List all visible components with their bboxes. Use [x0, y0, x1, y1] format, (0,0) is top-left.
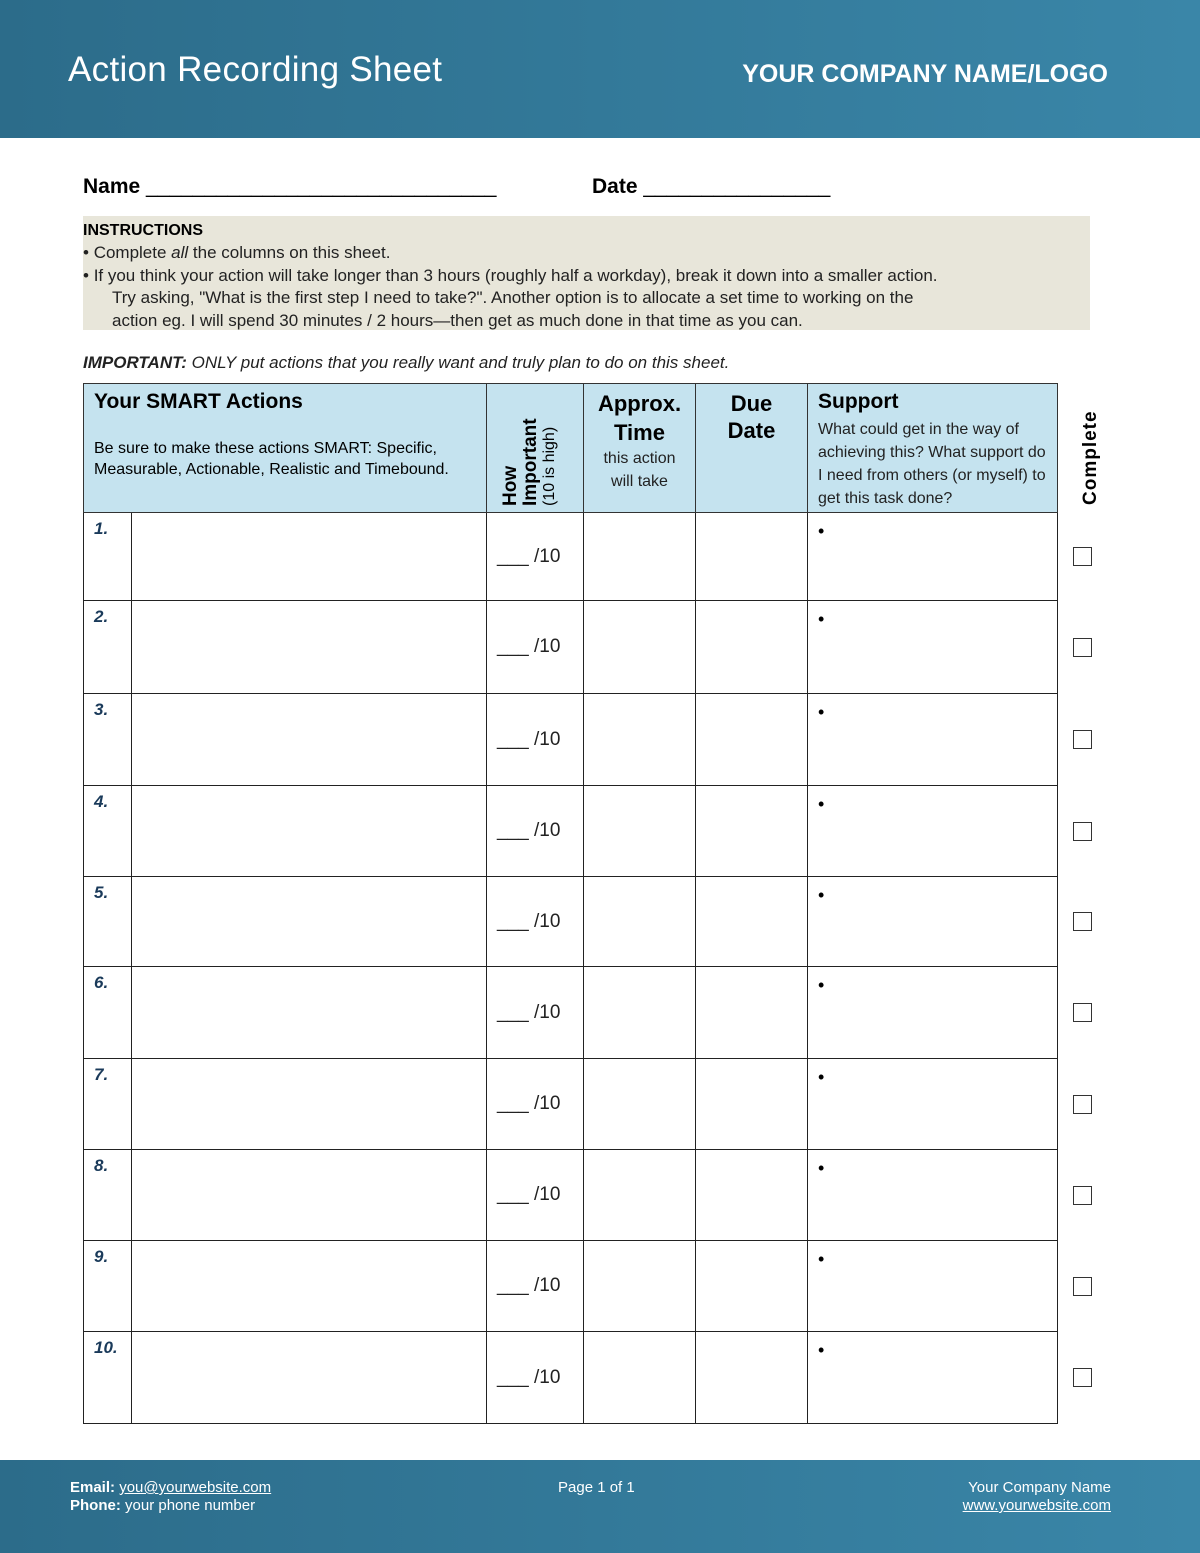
page-number: Page 1 of 1 [558, 1479, 635, 1496]
date-field[interactable] [592, 175, 830, 199]
importance-cell[interactable] [487, 513, 584, 601]
support-bullet: • [818, 702, 825, 722]
name-field[interactable] [83, 175, 496, 199]
row-number: 6. [94, 973, 109, 992]
support-bullet: • [818, 1340, 825, 1360]
row-number: 4. [94, 792, 109, 811]
support-cell[interactable] [808, 786, 1058, 877]
column-header-due-date: Due Date [696, 384, 808, 513]
support-cell[interactable] [808, 1241, 1058, 1332]
action-cell[interactable] [132, 967, 487, 1059]
column-header-approx-time: Approx. Time this action will take [584, 384, 696, 513]
importance-cell[interactable] [487, 1241, 584, 1332]
due-date-cell[interactable] [696, 1150, 808, 1241]
phone-text: your phone number [125, 1497, 256, 1514]
due-date-cell[interactable] [696, 1059, 808, 1150]
importance-header-text: How Important (10 is high) [500, 418, 558, 506]
table-row [84, 601, 1058, 694]
importance-rating: ___ /10 [497, 820, 561, 841]
table-header-row [84, 384, 1058, 513]
support-cell[interactable] [808, 601, 1058, 694]
approx-time-cell[interactable] [584, 1332, 696, 1424]
support-bullet: • [818, 794, 825, 814]
complete-checkbox[interactable] [1073, 912, 1092, 931]
importance-cell[interactable] [487, 967, 584, 1059]
row-number-cell [84, 877, 132, 967]
support-bullet: • [818, 1249, 825, 1269]
table-row [84, 1241, 1058, 1332]
name-label: Name [83, 175, 141, 198]
support-bullet: • [818, 1158, 825, 1178]
due-date-cell[interactable] [696, 694, 808, 786]
action-cell[interactable] [132, 1059, 487, 1150]
date-blank[interactable]: ________________ [643, 175, 831, 198]
important-note [83, 353, 729, 373]
due-date-cell[interactable] [696, 967, 808, 1059]
actions-table [83, 383, 1058, 1424]
importance-rating: ___ /10 [497, 728, 561, 750]
column-header-support: Support What could get in the way of achieving this? What support do I need from others (or myself) to get this task done? [808, 384, 1058, 513]
importance-cell[interactable] [487, 694, 584, 786]
table-row [84, 513, 1058, 601]
support-cell[interactable] [808, 513, 1058, 601]
support-bullet: • [818, 975, 825, 995]
action-cell[interactable] [132, 1150, 487, 1241]
due-date-cell[interactable] [696, 1241, 808, 1332]
row-number-cell [84, 786, 132, 877]
action-cell[interactable] [132, 601, 487, 694]
due-date-cell[interactable] [696, 1332, 808, 1424]
due-date-cell[interactable] [696, 786, 808, 877]
footer-contact: Email: you@yourwebsite.com Phone: your phone number [70, 1479, 272, 1514]
approx-time-cell[interactable] [584, 601, 696, 694]
approx-time-cell[interactable] [584, 694, 696, 786]
column-header-importance [487, 384, 584, 513]
complete-column-label: Complete [1080, 410, 1101, 505]
company-logo-text: YOUR COMPANY NAME/LOGO [742, 60, 1108, 88]
importance-cell[interactable] [487, 877, 584, 967]
document-title: Action Recording Sheet [68, 50, 443, 89]
table-row [84, 1059, 1058, 1150]
importance-rating: ___ /10 [497, 910, 561, 932]
support-cell[interactable] [808, 1332, 1058, 1424]
row-number: 8. [94, 1156, 109, 1175]
complete-checkbox[interactable] [1073, 1368, 1092, 1387]
actions-header-title: Your SMART Actions [94, 390, 303, 413]
table-row [84, 877, 1058, 967]
importance-rating: ___ /10 [497, 1001, 561, 1023]
website-link[interactable]: www.yourwebsite.com [962, 1497, 1111, 1514]
table-row [84, 786, 1058, 877]
action-cell[interactable] [132, 694, 487, 786]
approx-time-cell[interactable] [584, 786, 696, 877]
action-cell[interactable] [132, 786, 487, 877]
instruction-item: • If you think your action will take longer than 3 hours (roughly half a workday), break it down into a smaller action. [83, 265, 938, 285]
row-number-cell [84, 967, 132, 1059]
row-number: 7. [94, 1065, 109, 1084]
approx-time-cell[interactable] [584, 1241, 696, 1332]
action-cell[interactable] [132, 877, 487, 967]
approx-time-cell[interactable] [584, 1059, 696, 1150]
complete-checkbox[interactable] [1073, 1186, 1092, 1205]
important-label: IMPORTANT: [83, 353, 187, 372]
approx-time-cell[interactable] [584, 513, 696, 601]
action-cell[interactable] [132, 1332, 487, 1424]
instructions-title: INSTRUCTIONS [83, 222, 203, 239]
row-number-cell [84, 1332, 132, 1424]
name-blank[interactable]: ______________________________ [146, 175, 497, 198]
due-date-cell[interactable] [696, 601, 808, 694]
importance-cell[interactable] [487, 1150, 584, 1241]
row-number: 10. [94, 1338, 118, 1357]
actions-header-desc: Be sure to make these actions SMART: Specific, Measurable, Actionable, Realistic and Timebound. [94, 440, 449, 478]
importance-rating: ___ /10 [497, 636, 561, 657]
row-number-cell [84, 1150, 132, 1241]
importance-rating: ___ /10 [497, 1366, 561, 1388]
column-header-actions [84, 384, 487, 513]
row-number: 9. [94, 1247, 109, 1266]
important-text: ONLY put actions that you really want and truly plan to do on this sheet. [186, 353, 730, 372]
complete-checkbox[interactable] [1073, 1095, 1092, 1114]
importance-cell[interactable] [487, 1059, 584, 1150]
row-number: 5. [94, 883, 109, 902]
row-number-cell [84, 1059, 132, 1150]
row-number: 2. [94, 607, 109, 626]
instruction-item: • Complete all the columns on this sheet. [83, 243, 391, 262]
row-number: 1. [94, 519, 109, 538]
approx-time-cell[interactable] [584, 967, 696, 1059]
row-number-cell [84, 1241, 132, 1332]
instructions-box [83, 216, 1090, 330]
importance-cell[interactable] [487, 786, 584, 877]
importance-rating: ___ /10 [497, 1093, 561, 1114]
importance-cell[interactable] [487, 1332, 584, 1424]
support-cell[interactable] [808, 1059, 1058, 1150]
table-row [84, 694, 1058, 786]
page-footer [0, 1460, 1200, 1553]
table-row [84, 1150, 1058, 1241]
support-bullet: • [818, 521, 825, 541]
table-row [84, 1332, 1058, 1424]
complete-checkbox[interactable] [1073, 822, 1092, 841]
importance-cell[interactable] [487, 601, 584, 694]
support-bullet: • [818, 1067, 825, 1087]
date-label: Date [592, 175, 638, 198]
due-date-cell[interactable] [696, 513, 808, 601]
row-number-cell [84, 513, 132, 601]
row-number: 3. [94, 700, 109, 719]
support-cell[interactable] [808, 694, 1058, 786]
support-cell[interactable] [808, 1150, 1058, 1241]
email-link[interactable]: you@yourwebsite.com [119, 1479, 272, 1496]
action-cell[interactable] [132, 1241, 487, 1332]
due-date-cell[interactable] [696, 877, 808, 967]
complete-checkbox[interactable] [1073, 1003, 1092, 1022]
importance-rating: ___ /10 [497, 545, 561, 567]
support-cell[interactable] [808, 967, 1058, 1059]
importance-rating: ___ /10 [497, 1184, 561, 1205]
importance-rating: ___ /10 [497, 1275, 561, 1296]
row-number-cell [84, 694, 132, 786]
approx-time-cell[interactable] [584, 1150, 696, 1241]
complete-checkbox[interactable] [1073, 638, 1092, 657]
action-cell[interactable] [132, 513, 487, 601]
support-cell[interactable] [808, 877, 1058, 967]
complete-checkbox[interactable] [1073, 730, 1092, 749]
footer-company: Your Company Name www.yourwebsite.com [962, 1479, 1111, 1514]
page-header [0, 0, 1200, 138]
instruction-continuation: action eg. I will spend 30 minutes / 2 hours—then get as much done in that time as you can. [112, 310, 803, 330]
complete-checkbox[interactable] [1073, 1277, 1092, 1296]
support-bullet: • [818, 885, 825, 905]
instruction-continuation: Try asking, "What is the first step I need to take?". Another option is to allocate a set time to working on the [112, 288, 914, 307]
row-number-cell [84, 601, 132, 694]
support-bullet: • [818, 609, 825, 629]
approx-time-cell[interactable] [584, 877, 696, 967]
table-row [84, 967, 1058, 1059]
complete-checkbox[interactable] [1073, 547, 1092, 566]
